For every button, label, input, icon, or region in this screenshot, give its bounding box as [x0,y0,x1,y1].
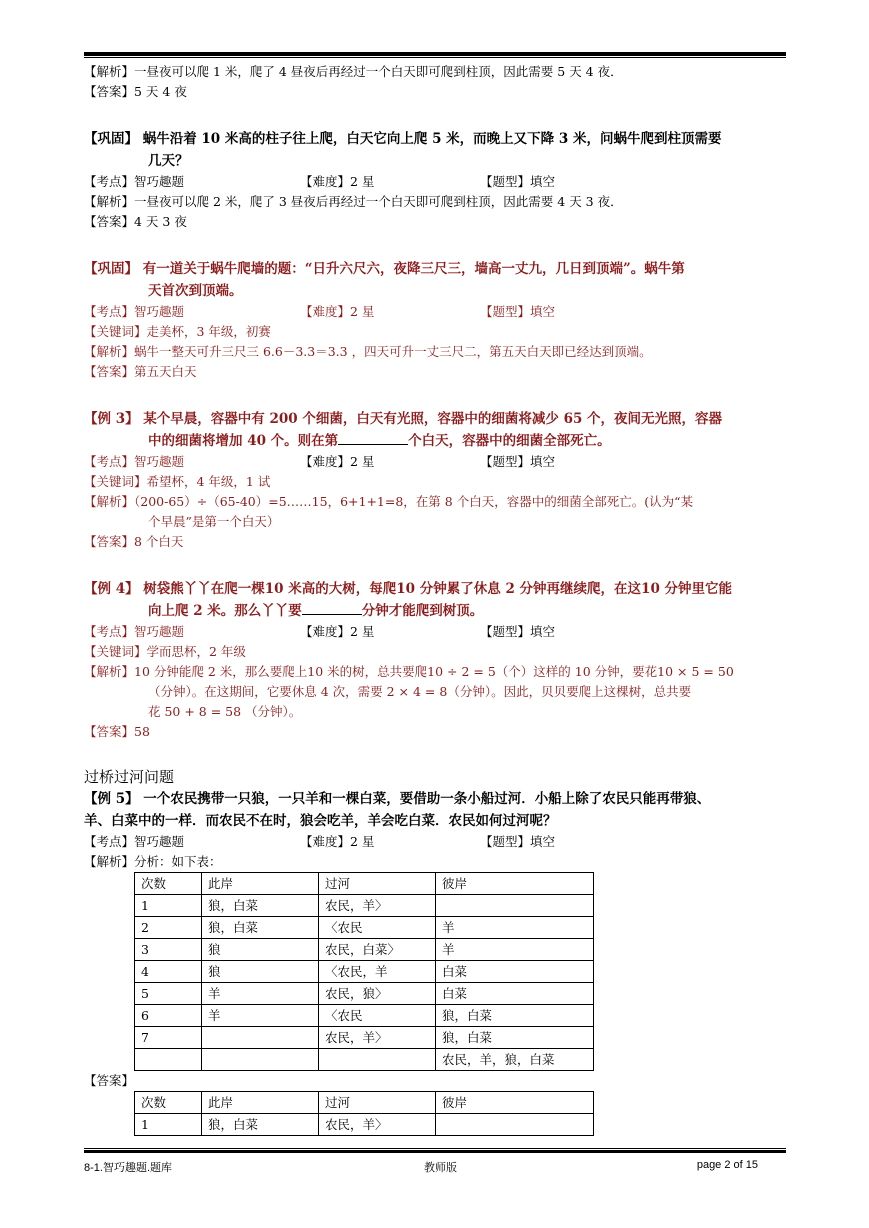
answer-text: 【答案】4 天 3 夜 [84,214,187,229]
table-row [135,1005,594,1027]
table-row [135,939,594,961]
table-cell: 6 [135,1005,202,1027]
table-cell: 狼，白菜 [202,1114,319,1136]
answer-text: 【答案】58 [84,724,150,739]
footer-rule [84,1148,786,1153]
table-row [135,1027,594,1049]
table-cell: 狼，白菜 [202,917,319,939]
table-cell [436,1114,594,1136]
table-cell: 狼，白菜 [436,1027,594,1049]
table-cell: 此岸 [202,873,319,895]
answer-text: 【答案】8 个白天 [84,534,184,549]
table-row [135,961,594,983]
table-row [135,1114,594,1136]
question-2: 【巩固】 有一道关于蜗牛爬墙的题：“日升六尺六，夜降三尺三，墙高一丈九，几日到顶端”。蜗牛第 天首次到顶端。 [84,261,685,299]
table-row [135,983,594,1005]
table-cell: 彼岸 [436,1092,594,1114]
table-cell: 5 [135,983,202,1005]
table-cell: 3 [135,939,202,961]
table-row [135,895,594,917]
table-row [135,917,594,939]
table-cell: 农民，狼〉 [319,983,436,1005]
footer-middle: 教师版 [424,1162,457,1174]
table-cell: 1 [135,1114,202,1136]
table-cell [436,895,594,917]
table-cell: 白菜 [436,961,594,983]
answer-blank [338,430,408,445]
table-cell: 此岸 [202,1092,319,1114]
keywords-text: 【关键词】学而思杯，2 年级 [84,644,246,659]
question-1: 【巩固】 蜗牛沿着 10 米高的柱子往上爬，白天它向上爬 5 米，而晚上又下降 3 米，问蜗牛爬到柱顶需要 几天？ [84,131,722,169]
meta-row: 【考点】智巧趣题 【难度】2 星 【题型】填空 [84,174,556,189]
table-row [135,873,594,895]
answer-blank [302,600,362,615]
crossing-table [134,872,594,1071]
keywords-text: 【关键词】希望杯，4 年级，1 试 [84,474,271,489]
page-content [84,52,786,1136]
table-cell [319,1049,436,1071]
table-cell [135,1049,202,1071]
answer-text: 【答案】第五天白天 [84,364,197,379]
section-title: 过桥过河问题 [84,768,175,786]
analysis-text: 【解析】一昼夜可以爬 1 米，爬了 4 昼夜后再经过一个白天即可爬到柱顶，因此需要 5 天 4 夜． [84,64,623,79]
analysis-text: 【解析】一昼夜可以爬 2 米，爬了 3 昼夜后再经过一个白天即可爬到柱顶，因此需要 4 天 3 夜． [84,194,623,209]
table-cell: 彼岸 [436,873,594,895]
table-row [135,1049,594,1071]
table-cell: 4 [135,961,202,983]
keywords-text: 【关键词】走美杯，3 年级，初赛 [84,324,271,339]
meta-row: 【考点】智巧趣题 【难度】2 星 【题型】填空 [84,454,556,469]
answer-text: 【答案】5 天 4 夜 [84,84,187,99]
table-cell: 农民，羊〉 [319,1027,436,1049]
analysis-text: 【解析】蜗牛一整天可升三尺三 6.6－3.3＝3.3 ，四天可升一丈三尺二，第五天白天即已经达到顶端。 [84,344,652,359]
table-cell: 农民，羊〉 [319,1114,436,1136]
table-cell: 白菜 [436,983,594,1005]
table-cell: 狼，白菜 [436,1005,594,1027]
header-rule [84,52,786,58]
question-5: 【例 5】 一个农民携带一只狼，一只羊和一棵白菜，要借助一条小船过河．小船上除了农民只能再带狼、 羊、白菜中的一样．而农民不在时，狼会吃羊，羊会吃白菜．农民如何过河呢？ [84,791,711,829]
analysis-text-cont: 花 50 + 8 = 58 （分钟）。 [148,704,302,719]
table-cell [202,1049,319,1071]
answer-table [134,1091,594,1136]
table-cell: 羊 [202,983,319,1005]
table-cell: 农民，羊，狼，白菜 [436,1049,594,1071]
analysis-text: 【解析】10 分钟能爬 2 米，那么要爬上10 米的树，总共要爬10 ÷ 2 = 5（个）这样的 10 分钟，要花10 × 5 = 50 [84,664,734,679]
footer-page-number: page 2 of 15 [696,1159,758,1171]
table-cell: 2 [135,917,202,939]
question-4: 【例 4】 树袋熊丫丫在爬一棵10 米高的大树，每爬10 分钟累了休息 2 分钟再继续爬，在这10 分钟里它能 向上爬 2 米。那么丫丫要 分钟才能爬到树顶。 [84,581,733,619]
table-cell: 1 [135,895,202,917]
footer-left: 8-1.智巧趣题.题库 [84,1162,173,1174]
table-cell: 过河 [319,1092,436,1114]
table-cell: 〈农民 [319,1005,436,1027]
table-cell: 次数 [135,873,202,895]
table-cell: 羊 [202,1005,319,1027]
table-cell: 7 [135,1027,202,1049]
table-cell: 农民，羊〉 [319,895,436,917]
table-cell: 狼 [202,939,319,961]
table-cell: 次数 [135,1092,202,1114]
table-cell [202,1027,319,1049]
table-cell: 〈农民 [319,917,436,939]
meta-row: 【考点】智巧趣题 【难度】2 星 【题型】填空 [84,304,556,319]
table-cell: 狼，白菜 [202,895,319,917]
analysis-text-cont: （分钟）。在这期间，它要休息 4 次，需要 2 × 4 = 8（分钟）。因此，贝贝要爬上这棵树，总共要 [148,684,692,699]
analysis-text: 【解析】分析：如下表： [84,854,222,869]
analysis-text-cont: 个早晨”是第一个白天） [148,514,280,529]
analysis-text: 【解析】（200-65）÷（65-40）=5……15，6+1+1=8，在第 8 个白天，容器中的细菌全部死亡。(认为“某 [84,494,693,509]
table-cell: 狼 [202,961,319,983]
table-cell: 羊 [436,939,594,961]
table-cell: 农民，白菜〉 [319,939,436,961]
table-cell: 过河 [319,873,436,895]
answer-text: 【答案】 [84,1073,135,1088]
page-footer [84,1148,786,1179]
table-cell: 〈农民，羊 [319,961,436,983]
question-3: 【例 3】 某个早晨，容器中有 200 个细菌，白天有光照，容器中的细菌将减少 65 个，夜间无光照，容器 中的细菌将增加 40 个。则在第 个白天，容器中的细菌全部死亡。 [84,411,723,449]
meta-row: 【考点】智巧趣题 【难度】2 星 【题型】填空 [84,834,556,849]
table-row [135,1092,594,1114]
meta-row: 【考点】智巧趣题 【难度】2 星 【题型】填空 [84,624,556,639]
table-cell: 羊 [436,917,594,939]
